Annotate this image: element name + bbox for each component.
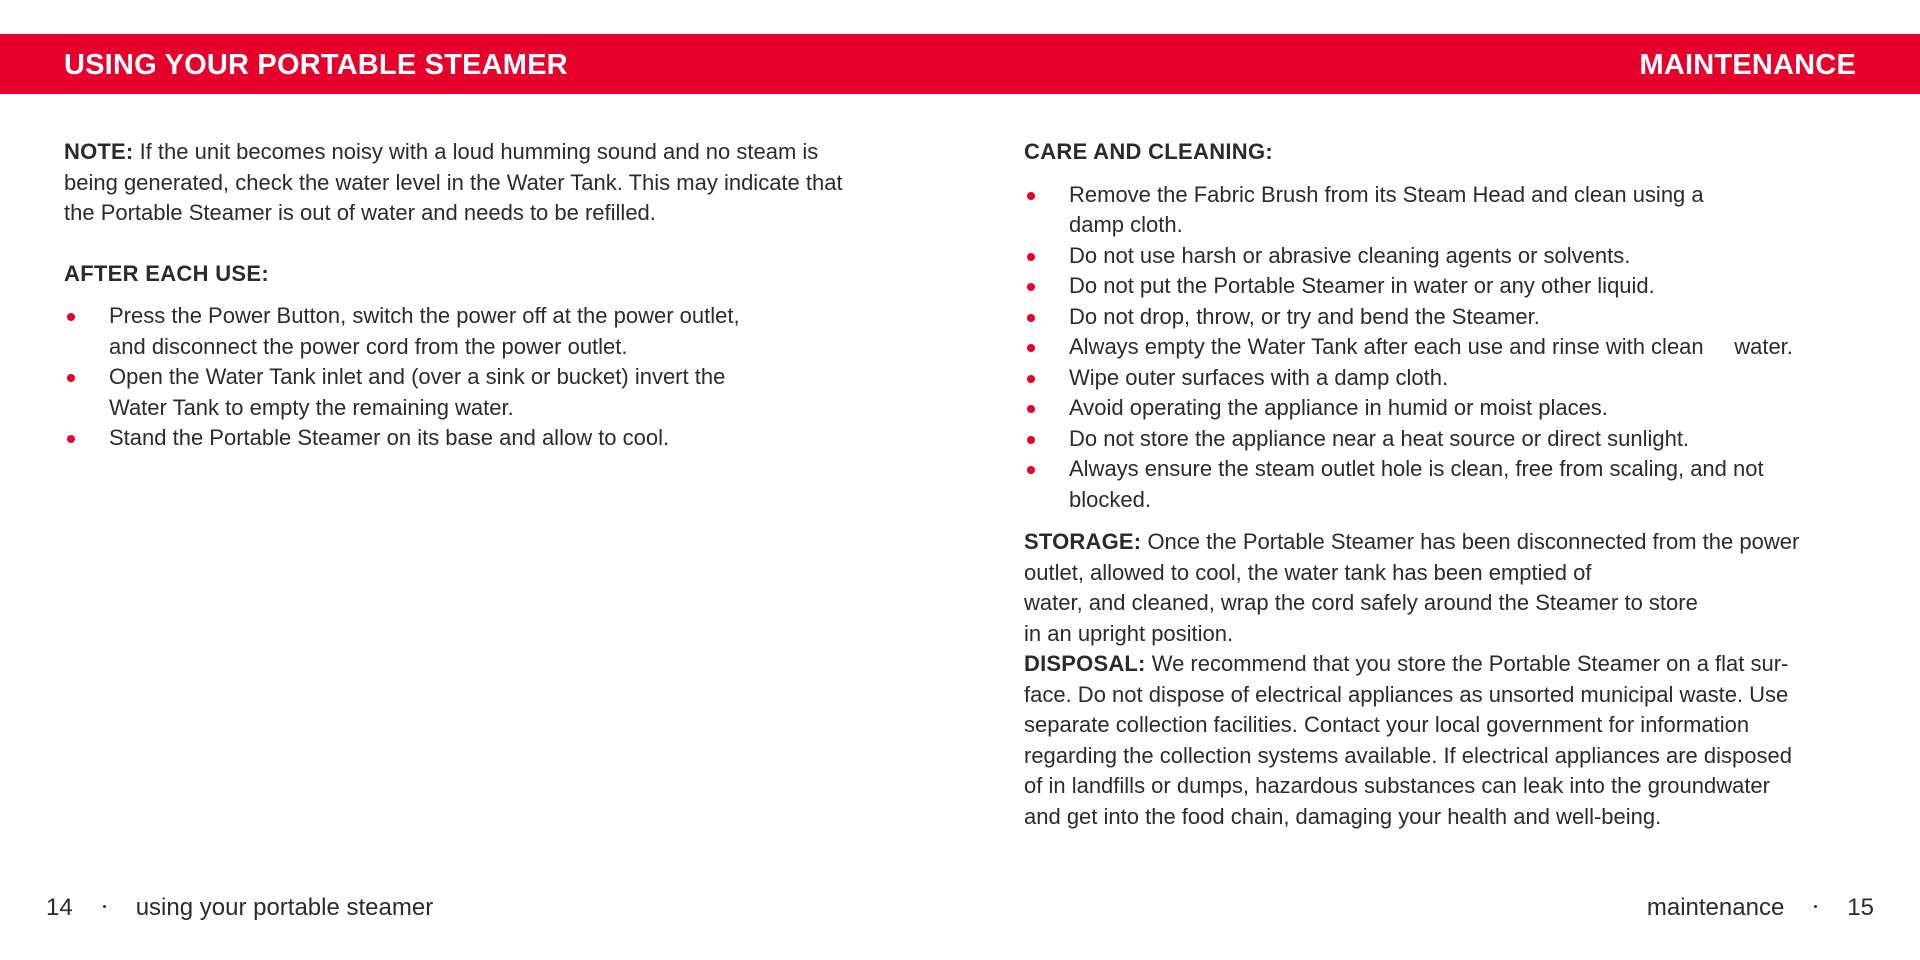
- note-text-line-1: If the unit becomes noisy with a loud humming sound and no steam is: [133, 139, 819, 164]
- disposal-paragraph: [1024, 649, 1854, 832]
- care-list: [1024, 180, 1854, 516]
- list-item-line-1: Open the Water Tank inlet and (over a sink or bucket) invert the: [109, 364, 726, 389]
- list-item-line-2: damp cloth.: [1069, 212, 1183, 237]
- bullet-icon: [1027, 283, 1035, 291]
- list-item-line-1: Do not put the Portable Steamer in water or any other liquid.: [1069, 273, 1655, 298]
- storage-text-line-1: Once the Portable Steamer has been disconnected from the power: [1141, 529, 1800, 554]
- left-column: [64, 137, 904, 454]
- after-use-heading: AFTER EACH USE:: [64, 260, 269, 286]
- storage-paragraph: [1024, 527, 1854, 649]
- list-item: [1024, 332, 1854, 363]
- list-item: [1024, 393, 1854, 424]
- storage-text-line-3: water, and cleaned, wrap the cord safely around the Steamer to store: [1024, 590, 1698, 615]
- list-item: [1024, 454, 1854, 515]
- storage-label: STORAGE:: [1024, 529, 1142, 554]
- right-page-footer: [1647, 893, 1874, 923]
- left-page-number: 14: [46, 894, 73, 921]
- after-use-list: [64, 301, 904, 454]
- bullet-icon: [67, 435, 75, 443]
- list-item-line-1: Avoid operating the appliance in humid or moist places.: [1069, 395, 1608, 420]
- note-label: NOTE:: [64, 139, 134, 164]
- bullet-icon: [1027, 405, 1035, 413]
- bullet-icon: [1027, 436, 1035, 444]
- header-bar: [0, 34, 1920, 94]
- list-item-line-1: Do not use harsh or abrasive cleaning agents or solvents.: [1069, 242, 1631, 268]
- disposal-text-line-1: We recommend that you store the Portable Steamer on a flat sur-: [1145, 651, 1789, 676]
- disposal-text-line-4: regarding the collection systems available. If electrical appliances are disposed: [1024, 742, 1792, 768]
- left-page-footer: [46, 893, 433, 923]
- list-item-line-1: Do not store the appliance near a heat source or direct sunlight.: [1069, 425, 1690, 451]
- list-item-line-1: Always empty the Water Tank after each use and rinse with clean water.: [1069, 334, 1793, 359]
- list-item-line-1: Always ensure the steam outlet hole is clean, free from scaling, and not: [1069, 456, 1764, 481]
- list-item-line-1: Wipe outer surfaces with a damp cloth.: [1069, 364, 1449, 390]
- bullet-icon: [1027, 344, 1035, 352]
- right-page-number: 15: [1847, 894, 1874, 921]
- note-text-line-2: being generated, check the water level in the Water Tank. This may indicate that: [64, 169, 843, 195]
- care-heading: CARE AND CLEANING:: [1024, 139, 1274, 164]
- disposal-text-line-6: and get into the food chain, damaging your health and well-being.: [1024, 803, 1662, 829]
- list-item-line-2: and disconnect the power cord from the power outlet.: [109, 333, 628, 359]
- right-page-title: MAINTENANCE: [1639, 49, 1856, 81]
- separator-dot-icon: [103, 905, 106, 908]
- list-item-line-2: blocked.: [1069, 486, 1151, 512]
- list-item: [1024, 241, 1854, 272]
- list-item-line-2: Water Tank to empty the remaining water.: [109, 394, 514, 420]
- bullet-icon: [67, 374, 75, 382]
- storage-text-line-2: outlet, allowed to cool, the water tank has been emptied of: [1024, 559, 1592, 585]
- disposal-text-line-5: of in landfills or dumps, hazardous substances can leak into the groundwater: [1024, 773, 1770, 798]
- storage-text-line-4: in an upright position.: [1024, 620, 1234, 646]
- right-column: [1024, 137, 1854, 832]
- bullet-icon: [1027, 314, 1035, 322]
- bullet-icon: [1027, 192, 1035, 200]
- list-item-line-1: Do not drop, throw, or try and bend the Steamer.: [1069, 303, 1540, 329]
- left-footer-section: using your portable steamer: [135, 894, 434, 921]
- note-paragraph: [64, 137, 904, 229]
- list-item-line-1: Stand the Portable Steamer on its base and allow to cool.: [109, 425, 670, 450]
- bullet-icon: [67, 313, 75, 321]
- disposal-text-line-2: face. Do not dispose of electrical appliances as unsorted municipal waste. Use: [1024, 681, 1789, 707]
- list-item: [1024, 363, 1854, 394]
- list-item: [1024, 271, 1854, 302]
- bullet-icon: [1027, 375, 1035, 383]
- list-item: [1024, 424, 1854, 455]
- disposal-label: DISPOSAL:: [1024, 651, 1146, 676]
- list-item: [1024, 180, 1854, 241]
- note-text-line-3: the Portable Steamer is out of water and needs to be refilled.: [64, 200, 656, 225]
- bullet-icon: [1027, 466, 1035, 474]
- list-item-line-1: Press the Power Button, switch the power off at the power outlet,: [109, 303, 740, 328]
- separator-dot-icon: [1814, 905, 1817, 908]
- list-item: [64, 301, 904, 362]
- list-item: [1024, 302, 1854, 333]
- list-item-line-1: Remove the Fabric Brush from its Steam Head and clean using a: [1069, 181, 1704, 207]
- bullet-icon: [1027, 253, 1035, 261]
- left-page-title: USING YOUR PORTABLE STEAMER: [64, 49, 568, 81]
- right-footer-section: maintenance: [1646, 894, 1785, 921]
- list-item: [64, 423, 904, 454]
- disposal-text-line-3: separate collection facilities. Contact your local government for information: [1024, 712, 1750, 737]
- list-item: [64, 362, 904, 423]
